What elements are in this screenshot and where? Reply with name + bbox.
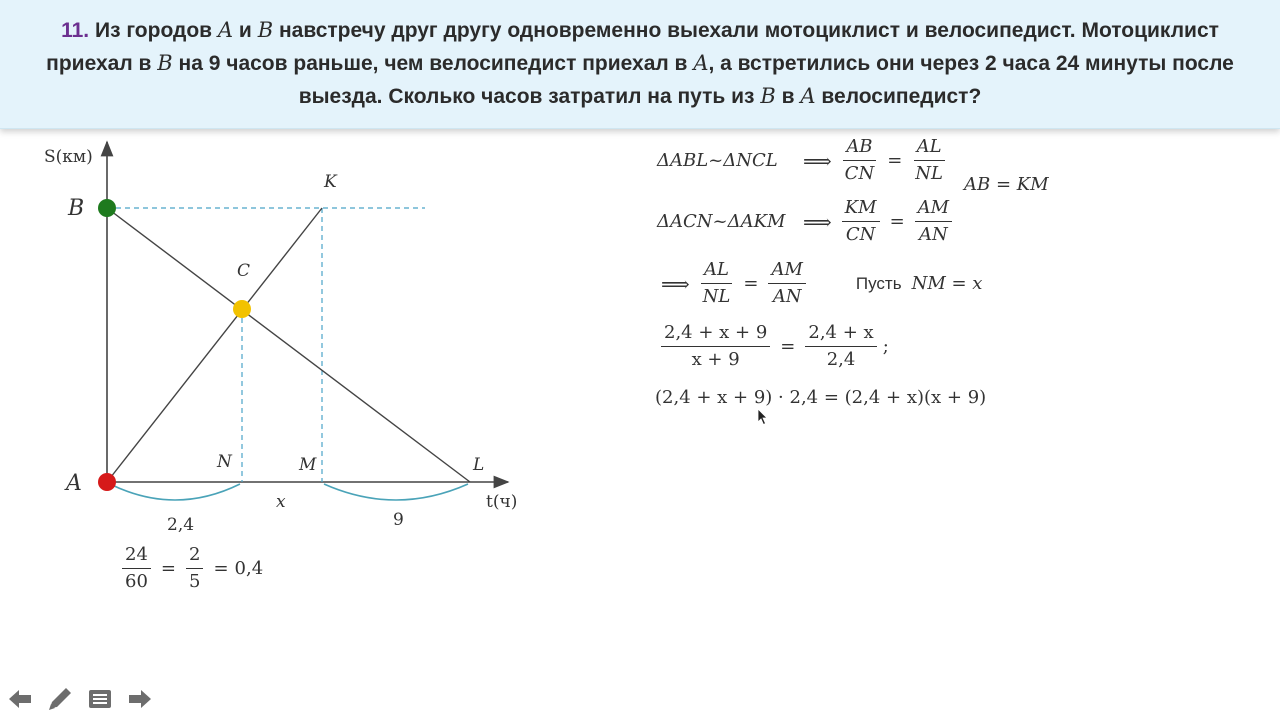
denominator: 5 [189, 571, 201, 592]
similarity-line-2: ΔACN~ΔAKM ⟹ $\frac{KM}{CN}$ = $\frac{AM}{AN}$ [657, 197, 956, 246]
numerator: 2,4 + x + 9 [661, 322, 770, 347]
mouse-cursor-icon [757, 408, 769, 426]
numerator: 2 [186, 544, 203, 569]
var-A: A [800, 84, 816, 108]
point-B-dot [98, 199, 116, 217]
denominator: AN [772, 286, 802, 307]
point-A-dot [98, 473, 116, 491]
line-B-L [107, 208, 470, 482]
equation-line: $\frac{2,4 + x + 9}{x + 9}$ = $\frac{2,4 + x}{2,4}$ ; [657, 322, 889, 371]
problem-header [0, 0, 1280, 129]
let-word: Пусть [855, 273, 902, 293]
numerator: AM [915, 197, 952, 222]
note-equality: AB = KM [964, 174, 1049, 195]
y-axis-label: S(км) [44, 147, 93, 167]
numerator: AL [701, 259, 732, 284]
label-N: N [217, 452, 232, 472]
label-M: M [299, 455, 317, 475]
seg-ML-label: 9 [393, 510, 404, 530]
label-K: K [324, 172, 337, 192]
numerator: 24 [122, 544, 151, 569]
numerator: AL [914, 136, 945, 161]
x-axis-label: t(ч) [486, 492, 518, 512]
menu-icon[interactable] [84, 684, 116, 714]
problem-part: , а встретились они через 2 часа 24 минуты после выезда. Сколько часов затратил на путь из [298, 52, 1234, 108]
denominator: 2,4 [826, 349, 856, 370]
fraction [805, 322, 876, 371]
problem-number: 11. [61, 19, 90, 42]
point-C-dot [233, 300, 251, 318]
conversion-result: 0,4 [234, 558, 264, 579]
brace-AN [110, 484, 240, 500]
pen-icon[interactable] [44, 684, 76, 714]
similarity-line-1: ΔABL~ΔNCL ⟹ $\frac{AB}{CN}$ = $\frac{AL}{NL}$ [657, 136, 950, 185]
final-equation: (2,4 + x + 9) · 2,4 = (2,4 + x)(x + 9) [655, 387, 987, 408]
motion-graph [0, 130, 560, 600]
numerator: KM [842, 197, 880, 222]
problem-part: навстречу друг другу одновременно выехали мотоциклист и велосипедист. Мотоциклист приехал в [46, 19, 1219, 75]
let-expression: NM = x [911, 273, 983, 294]
problem-part: Из городов [94, 19, 218, 42]
fraction [661, 322, 770, 371]
denominator: CN [845, 224, 876, 245]
similarity-statement: ΔACN~ΔAKM [657, 211, 786, 232]
numerator: AB [843, 136, 875, 161]
similarity-statement: ΔABL~ΔNCL [657, 150, 778, 171]
var-A: A [693, 51, 709, 75]
seg-AN-label: 2,4 [167, 515, 195, 535]
presentation-toolbar [4, 684, 156, 714]
conversion-formula: $\frac{24}{60}$ = $\frac{2}{5}$ = 0,4 [118, 544, 263, 593]
var-B: B [257, 18, 274, 42]
forward-arrow-icon[interactable] [124, 684, 156, 714]
label-L: L [473, 455, 485, 475]
label-C: C [237, 261, 251, 281]
equation-end: ; [882, 336, 889, 357]
back-arrow-icon[interactable] [4, 684, 36, 714]
var-B: B [157, 51, 173, 75]
problem-text [30, 14, 1250, 113]
fraction [842, 136, 878, 185]
ratio-result-line: ⟹ $\frac{AL}{NL}$ = $\frac{AM}{AN}$ Пусть NM = x [661, 259, 983, 307]
fraction [186, 544, 203, 593]
fraction [122, 544, 151, 593]
label-B: B [68, 196, 85, 221]
numerator: AM [768, 259, 805, 284]
numerator: 2,4 + x [805, 322, 876, 347]
problem-part: велосипедист? [815, 85, 982, 108]
var-A: A [217, 18, 234, 42]
fraction [700, 259, 734, 308]
fraction [912, 136, 946, 185]
denominator: AN [919, 224, 948, 245]
fraction [915, 197, 952, 246]
label-A: A [66, 471, 82, 496]
brace-ML [324, 484, 468, 500]
denominator: 60 [125, 571, 148, 592]
var-B: B [760, 84, 776, 108]
problem-part: на 9 часов раньше, чем велосипедист приехал в [172, 52, 694, 75]
fraction [842, 197, 880, 246]
denominator: NL [915, 163, 943, 184]
line-A-K [107, 208, 322, 482]
seg-NM-label: x [276, 492, 286, 512]
problem-part: в [775, 85, 801, 108]
fraction [768, 259, 805, 308]
denominator: CN [844, 163, 875, 184]
denominator: x + 9 [691, 349, 740, 370]
problem-part: и [233, 19, 258, 42]
denominator: NL [702, 286, 731, 307]
